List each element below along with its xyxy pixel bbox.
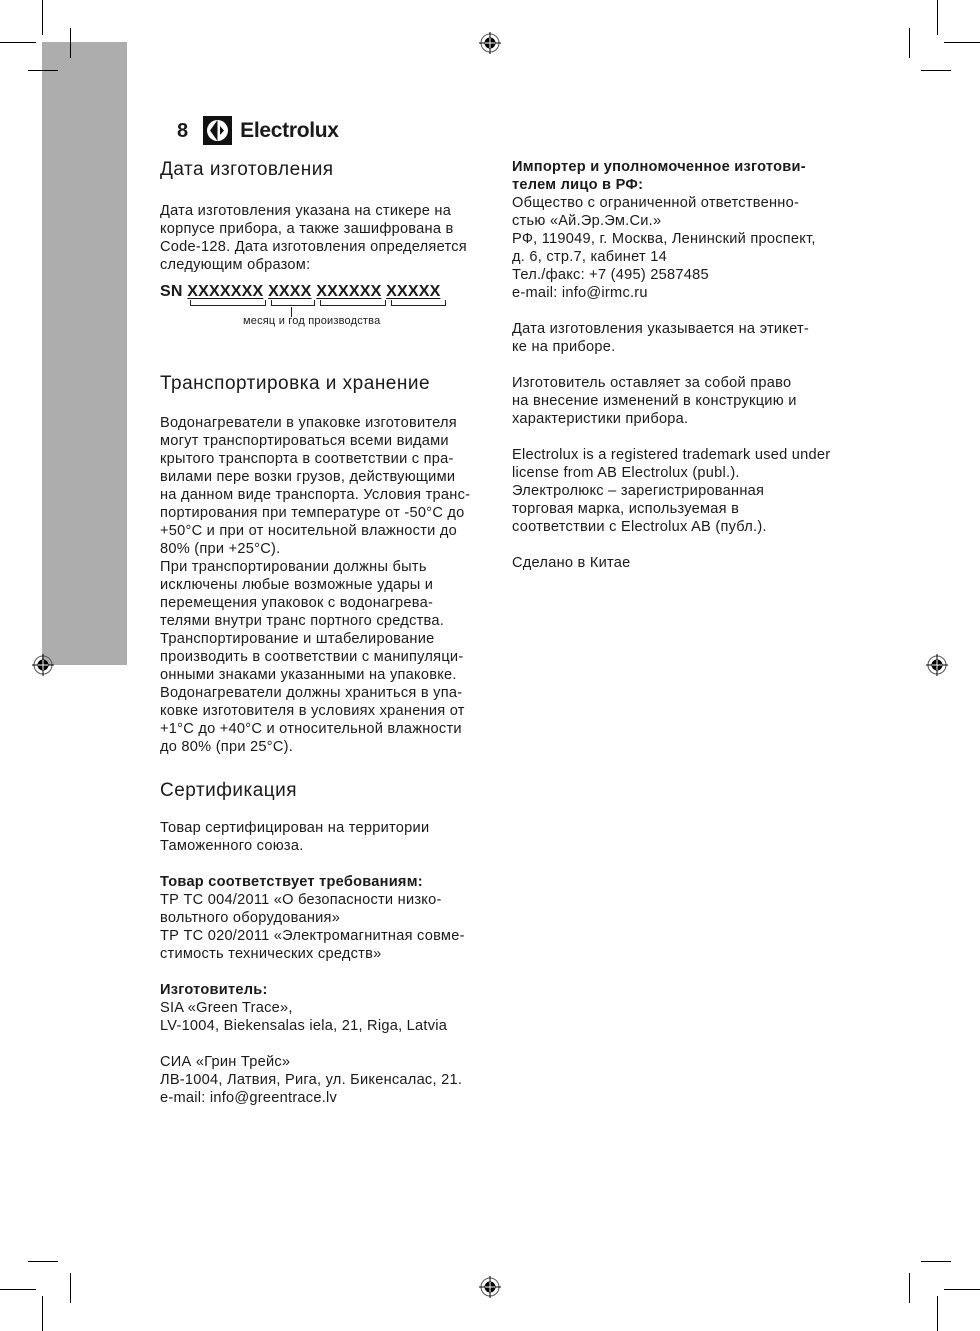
text-line: до 80% (при 25°C). — [160, 739, 294, 755]
text-line: торговая марка, используемая в — [512, 501, 740, 517]
section-manufacture-date — [160, 158, 500, 274]
importer-email: e-mail: info@irmc.ru — [512, 285, 648, 301]
text-line: При транспортировании должны быть — [160, 559, 427, 575]
text-line: ЛВ-1004, Латвия, Рига, ул. Бикенсалас, 21. — [160, 1072, 463, 1088]
importer-phone: Тел./факс: +7 (495) 2587485 — [512, 267, 709, 283]
text-line: Изготовитель оставляет за собой право — [512, 375, 792, 391]
text-line: Водонагреватели должны храниться в упа- — [160, 685, 463, 701]
serial-bracket — [271, 300, 315, 306]
text-line: характеристики прибора. — [512, 411, 689, 427]
text-line: могут транспортироваться всеми видами — [160, 433, 449, 449]
section-title: Транспортировка и хранение — [160, 373, 431, 394]
page-number: 8 — [177, 119, 189, 142]
text-line: Таможенного союза. — [160, 838, 304, 854]
text-line: РФ, 119049, г. Москва, Ленинский проспект, — [512, 231, 816, 247]
text-line: телями внутри транс портного средства. — [160, 613, 445, 629]
text-line: ТР ТС 004/2011 «О безопасности низко- — [160, 892, 442, 908]
section-title: Дата изготовления — [160, 159, 334, 180]
text-line: производить в соответствии с манипуляци- — [160, 649, 464, 665]
text-line: LV-1004, Biekensalas iela, 21, Riga, Latvia — [160, 1018, 448, 1034]
text-line: Товар сертифицирован на территории — [160, 820, 430, 836]
registration-mark-icon — [32, 654, 54, 676]
page-header — [177, 116, 339, 145]
importer-label: Импортер и уполномоченное изготови- — [512, 159, 806, 175]
serial-bracket — [190, 300, 266, 306]
text-line: корпусе прибора, а также зашифрована в — [160, 221, 454, 237]
serial-caption: месяц и год производства — [243, 315, 381, 327]
crop-mark — [42, 0, 43, 35]
text-line: соответствии с Electrolux AB (публ.). — [512, 519, 767, 535]
text-line: Электролюкс – зарегистрированная — [512, 483, 765, 499]
text-line: +50°C и при от носительной влажности до — [160, 523, 457, 539]
text-line: 80% (при +25°C). — [160, 541, 281, 557]
crop-mark — [28, 1261, 58, 1262]
text-line: исключены любые возможные удары и — [160, 577, 434, 593]
registration-mark-icon — [479, 32, 501, 54]
crop-mark — [70, 1273, 71, 1303]
text-line: +1°C до +40°C и относительной влажности — [160, 721, 462, 737]
text-line: стимость технических средств» — [160, 946, 382, 962]
serial-prefix: SN — [160, 283, 183, 300]
text-line: перемещения упаковок с водонагрева- — [160, 595, 434, 611]
section-certification — [160, 779, 505, 1107]
side-tab-bar — [42, 42, 127, 665]
crop-mark — [70, 28, 71, 58]
text-line: крытого транспорта в соответствии с пра- — [160, 451, 454, 467]
text-line: Общество с ограниченной ответственно- — [512, 195, 800, 211]
text-line: Водонагреватели в упаковке изготовителя — [160, 415, 457, 431]
crop-mark — [28, 70, 58, 71]
text-line: Транспортирование и штабелирование — [160, 631, 435, 647]
text-line: онными знаками указанными на упаковке. — [160, 667, 457, 683]
section-transport-storage — [160, 372, 505, 756]
serial-bracket — [391, 300, 446, 306]
manufacturer-email: e-mail: info@greentrace.lv — [160, 1090, 338, 1106]
crop-mark — [937, 1296, 938, 1331]
text-line: ковке изготовителя в условиях хранения от — [160, 703, 465, 719]
registration-mark-icon — [479, 1276, 501, 1298]
crop-mark — [909, 1273, 910, 1303]
crop-mark — [42, 1296, 43, 1331]
text-line: вольтного оборудования» — [160, 910, 341, 926]
importer-label: телем лицо в РФ: — [512, 177, 644, 193]
serial-group: XXXXXXX — [187, 283, 264, 300]
requirements-label: Товар соответствует требованиям: — [160, 874, 423, 890]
crop-mark — [944, 1289, 980, 1290]
serial-group: XXXXXX — [316, 283, 382, 300]
text-line: Code-128. Дата изготовления определяется — [160, 239, 467, 255]
crop-mark — [937, 0, 938, 35]
registration-mark-icon — [926, 654, 948, 676]
text-line: стью «Ай.Эр.Эм.Си.» — [512, 213, 662, 229]
serial-number-format — [160, 283, 440, 301]
crop-mark — [921, 1261, 951, 1262]
text-line: Electrolux is a registered trademark used under — [512, 447, 831, 463]
brand-name: Electrolux — [240, 118, 339, 142]
serial-bracket — [320, 300, 386, 306]
text-line: на внесение изменений в конструкцию и — [512, 393, 797, 409]
crop-mark — [921, 70, 951, 71]
crop-mark — [944, 42, 980, 43]
text-line: д. 6, стр.7, кабинет 14 — [512, 249, 667, 265]
serial-group: XXXXX — [386, 283, 441, 300]
text-line: следующим образом: — [160, 257, 311, 273]
crop-mark — [909, 28, 910, 58]
electrolux-logo-icon — [203, 116, 232, 145]
text-line: на данном виде транспорта. Условия транс- — [160, 487, 471, 503]
text-line: ТР ТС 020/2011 «Электромагнитная совме- — [160, 928, 465, 944]
text-line: портирования при температуре от -50°C до — [160, 505, 465, 521]
text-line: SIA «Green Trace», — [160, 1000, 293, 1016]
section-title: Сертификация — [160, 780, 298, 801]
manufacturer-label: Изготовитель: — [160, 982, 268, 998]
crop-mark — [0, 42, 36, 43]
text-line: license from AB Electrolux (publ.). — [512, 465, 740, 481]
serial-group: XXXX — [268, 283, 312, 300]
text-line: ке на приборе. — [512, 339, 616, 355]
section-importer — [512, 158, 852, 572]
origin-text: Сделано в Китае — [512, 555, 631, 571]
text-line: СИА «Грин Трейс» — [160, 1054, 291, 1070]
text-line: Дата изготовления указана на стикере на — [160, 203, 452, 219]
text-line: вилами пере возки грузов, действующими — [160, 469, 456, 485]
text-line: Дата изготовления указывается на этикет- — [512, 321, 810, 337]
crop-mark — [0, 1289, 36, 1290]
